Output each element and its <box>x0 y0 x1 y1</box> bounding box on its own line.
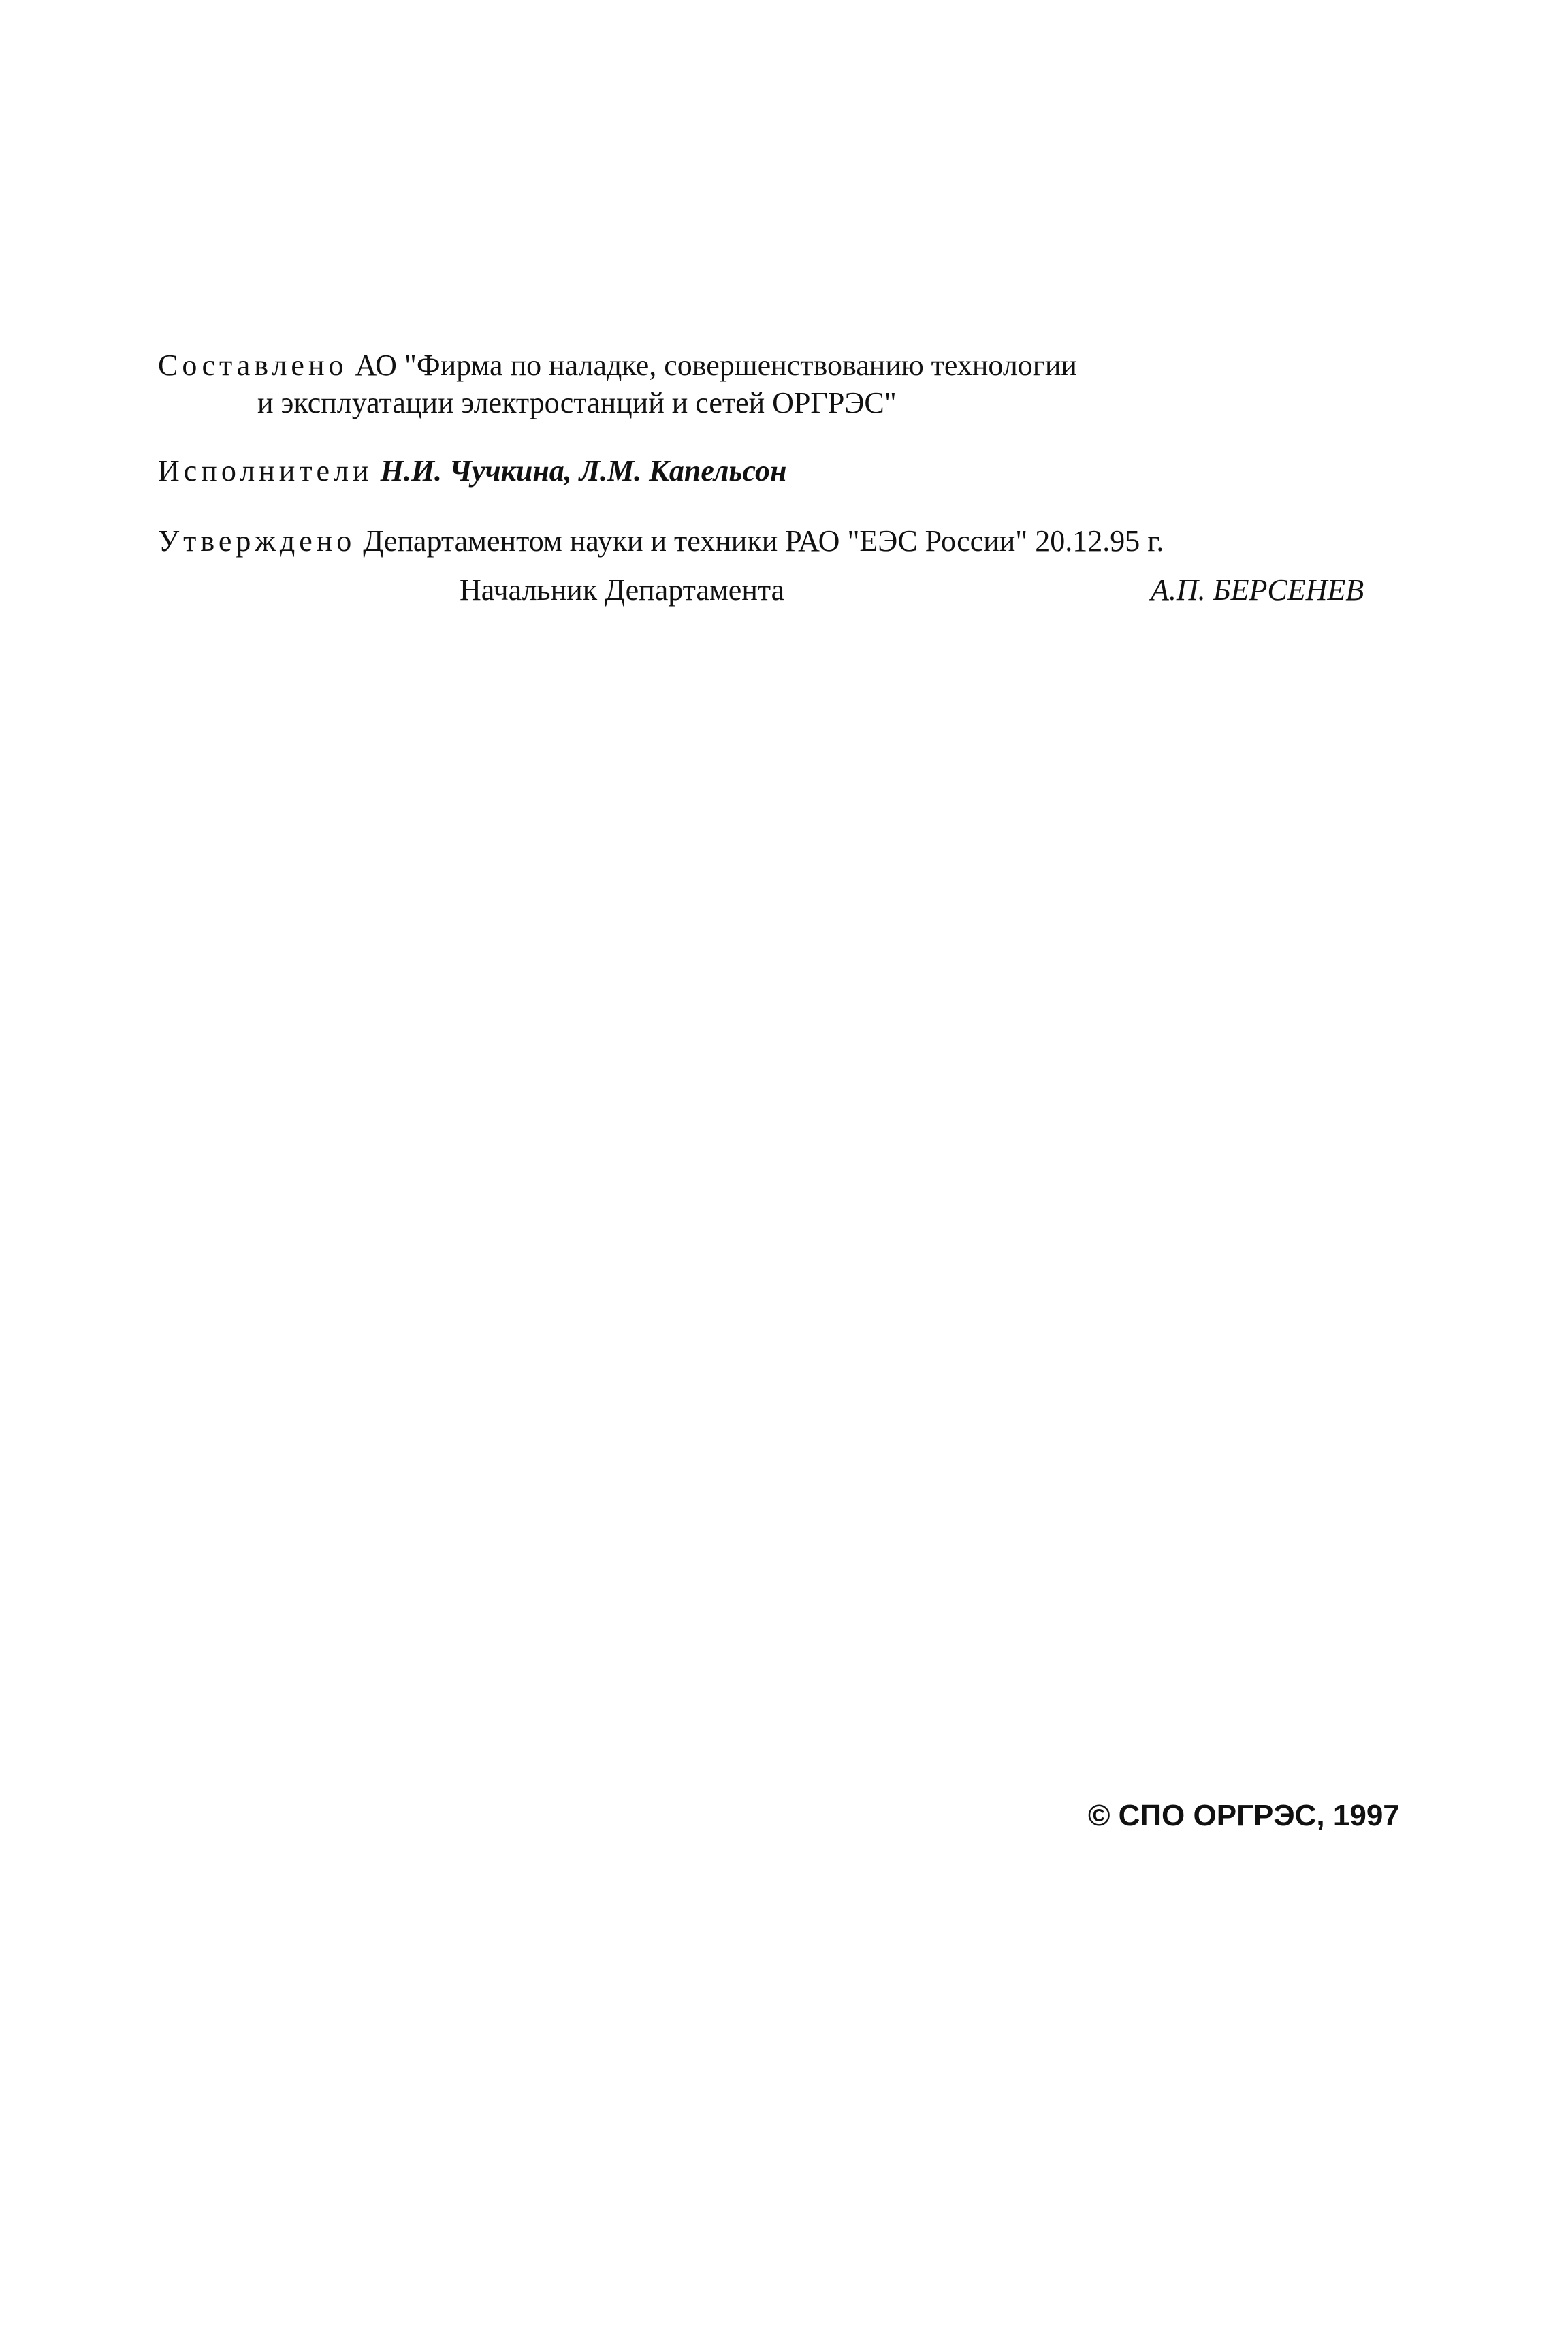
copyright-notice: © СПО ОРГРЭС, 1997 <box>1088 1799 1400 1832</box>
compiled-line-1 <box>158 351 1077 381</box>
approved-signatory: А.П. БЕРСЕНЕВ <box>1151 573 1364 607</box>
approved-text: Департаментом науки и техники РАО "ЕЭС России" 20.12.95 г. <box>363 524 1164 558</box>
approved-label: Утверждено <box>158 524 356 558</box>
compiled-text-line1: АО "Фирма по наладке, совершенствованию технологии <box>355 349 1077 382</box>
performers-line <box>158 456 786 486</box>
approved-line <box>158 526 1164 556</box>
approved-position: Начальник Департамента <box>460 573 785 607</box>
performers-label: Исполнители <box>158 454 373 488</box>
compiled-label: Составлено <box>158 349 348 382</box>
compiled-text-line2: и эксплуатации электростанций и сетей ОРГРЭС" <box>257 386 897 419</box>
performers-names: Н.И. Чучкина, Л.М. Капельсон <box>380 454 787 488</box>
